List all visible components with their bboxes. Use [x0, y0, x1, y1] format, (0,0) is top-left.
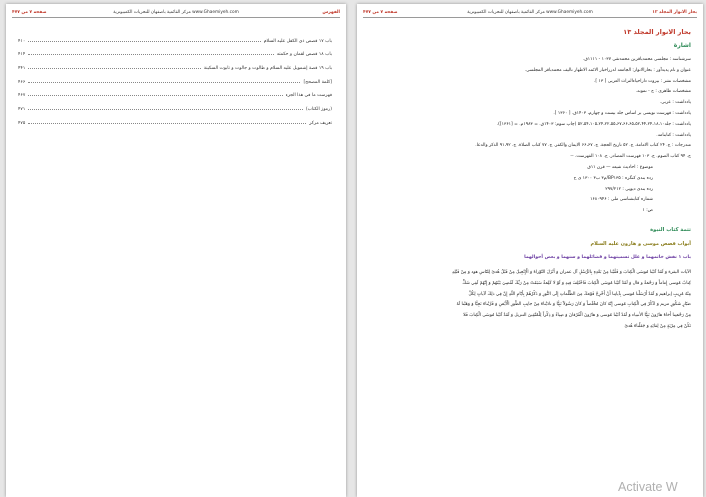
activation-watermark: Activate W [618, 480, 678, 494]
page-content [367, 28, 691, 333]
metadata-line: مندرجات : ج. ۲۴ کتاب الامامة. ج. ۵۲ تاریخ الحجة. ج. ۶۶،۶۷ الایمان والکفر. ج. ۷۷ کتاب الصلاة. ج. ۹۱،۹۲ الذکر والدعا. [475, 143, 691, 149]
toc-item-page: ۴۷۱ [18, 107, 26, 113]
metadata-line: رده بندی کنگره : BP۱۳۵/م۳ ب۳ ۱۳۰۰ ی ح [573, 175, 653, 181]
section-heading: اشارة [673, 42, 691, 49]
site-name: مركز القائمية باصفهان للتحريات الكمبيوترية www.Ghaemiyeh.com [113, 10, 239, 15]
metadata-line: ص: ۱ [642, 208, 653, 214]
toc-item-page: ۴۱۴ [18, 52, 26, 58]
body-text-line: صَبّارٍ شَكُورٍ مريم وَ اذْكُرْ فِي الْكِتابِ مُوسى إِنَّهُ كانَ مُخْلَصاً وَ كانَ رَسُولاً نَبِيًّا وَ نادَيْناهُ مِنْ جانِبِ الطُّورِ الْأَيْمَنِ وَ قَرَّبْناهُ نَجِيًّا وَ وَهَبْنا لَهُ [456, 302, 691, 308]
metadata-line: شماره کتابشناسی ملی : ۱۶۸۰۹۴۶ [590, 197, 653, 203]
header-title: الفهرس [322, 10, 340, 15]
body-text-line: كِتابُ مُوسى إِماماً وَ رَحْمَةً و قال وَ لَقَدْ آتَيْنا مُوسَى الْكِتابَ فَاخْتُلِفَ فِيهِ وَ لَوْ لا كَلِمَةٌ سَبَقَتْ مِنْ رَبِّكَ لَقُضِيَ بَيْنَهُمْ وَ إِنَّهُمْ لَفِي شَكٍّ [462, 280, 691, 286]
toc-leader-dots [28, 68, 201, 69]
metadata-line: یادداشت : جلد۵۲،۵۴،۱۰۵،۲۴،۲۲،۵۵،۶۷،۶۶،۶۵،۵۲،۴۴،۲۴،۱۸،۱۰ (چاپ سوم: ۱۴۰۳ق. = ۱۹۸۳م. = [۱۳۶۱]). [496, 121, 691, 127]
toc-item[interactable] [18, 85, 332, 99]
toc-leader-dots [28, 54, 274, 55]
page-indicator: صفحه ۷ من ۴۷۷ [363, 10, 398, 15]
toc-item-title: [كلمة المصحح] [303, 79, 332, 85]
page-header [363, 8, 697, 18]
toc-item-page: ۴۱۰ [18, 38, 26, 44]
toc-item[interactable] [18, 112, 332, 126]
chapter-heading: تتمة كتاب النبوة [650, 226, 691, 233]
toc-leader-dots [28, 82, 300, 83]
toc-item[interactable] [18, 98, 332, 112]
toc-leader-dots [28, 41, 261, 42]
metadata-line: رده بندی دیویی : ۲۹۷/۲۱۲ [605, 186, 653, 192]
page-header [12, 8, 340, 18]
body-text-line: تَكُنْ فِي مِرْيَةٍ مِنْ لِقائِهِ وَ جَعَلْناهُ هُدىً [624, 323, 691, 329]
toc-item-page: ۴۴۱ [18, 66, 26, 72]
toc-item-title: فهرست ما في هذا الجزء [285, 93, 332, 99]
metadata-line: سرشناسه : مجلسی محمدباقربن محمدتقی ۱۰۳۷ - ۱۱۱۱ق. [582, 57, 691, 62]
metadata-line: یادداشت : فهرست نویسی بر اساس جلد بیست و چهارم، ۱۴۰۳ق. [ ۱۳۶۰ ]. [553, 110, 691, 116]
toc-item[interactable] [18, 30, 332, 44]
toc-leader-dots [28, 109, 303, 110]
toc-item-page: ۴۶۶ [18, 79, 26, 85]
left-page [6, 4, 346, 497]
metadata-line: یادداشت : عربی. [659, 100, 691, 106]
toc-item-title: باب ۱۹ قصة إشمويل عليه السلام و طالوت و جالوت و تابوت السكينة [203, 66, 332, 72]
metadata-line: یادداشت : کتابنامه. [656, 132, 691, 138]
toc-item-title: (رموز الكتاب) [305, 107, 332, 113]
site-name: مركز القائمية باصفهان للتحريات الكمبيوترية www.Ghaemiyeh.com [467, 10, 593, 15]
toc-item[interactable] [18, 44, 332, 58]
subchapter-heading: أبواب قصص موسى و هارون عليه السلام [590, 240, 691, 247]
metadata-line: مشخصات نشر : بیروت داراحیاءالتراث العربی [ ۱۳ ]. [594, 78, 691, 84]
metadata-line: ج. ۹۴ کتاب الصوم. ج. ۱۰۳ فهرست المصادر. ج. ۱۰۸ الفهرست. -- [570, 154, 691, 160]
toc-item-title: تعريف مركز [309, 120, 332, 126]
body-text-line: مِنْهُ مُرِيبٍ إبراهيم وَ لَقَدْ أَرْسَلْنا مُوسى بِآياتِنا أَنْ أَخْرِجْ قَوْمَكَ مِنَ الظُّلُماتِ إِلَى النُّورِ وَ ذَكِّرْهُمْ بِأَيّامِ اللّهِ إِنَّ فِي ذلِكَ لَآياتٍ لِكُلِّ [468, 291, 691, 297]
toc-item-title: باب ۱۸ قصص لقمان و حكمته [276, 52, 332, 58]
right-page [357, 4, 703, 497]
book-title: بحار الانوار المجلد ۱۳ [623, 28, 691, 36]
toc-item-page: ۴۷۵ [18, 120, 26, 126]
toc-item[interactable] [18, 71, 332, 85]
toc-item[interactable] [18, 57, 332, 71]
bab-heading: باب ۱ نقش خاتمهما و علل تسميتهما و فضائلهما و سنهما و بعض أحوالهما [524, 254, 691, 260]
body-text-line: مِنْ رَحْمَتِنا أَخاهُ هارُونَ نَبِيًّا الأنبياء وَ لَقَدْ آتَيْنا مُوسى وَ هارُونَ الْفُرْقانَ وَ ضِياءً وَ ذِكْراً لِلْمُتَّقِينَ التنزيل وَ لَقَدْ آتَيْنا مُوسَى الْكِتابَ فَلا [463, 313, 691, 319]
toc-item-page: ۴۶۷ [18, 93, 26, 99]
toc-leader-dots [28, 123, 306, 124]
toc-leader-dots [28, 95, 282, 96]
metadata-line: موضوع : احادیث شیعه — قرن ۱۱ق [587, 164, 653, 170]
body-text-line: الآيات البقرة وَ لَقَدْ آتَيْنا مُوسَى الْكِتابَ وَ قَفَّيْنا مِنْ بَعْدِهِ بِالرُّسُلِ آل عمران وَ أَنْزَلَ التَّوْراةَ وَ الْإِنْجِيلَ مِنْ قَبْلُ هُدىً لِلنّاسِ هود وَ مِنْ قَبْلِهِ [452, 269, 691, 275]
toc-item-title: باب ۱۷ قصص ذي الكفل عليه السلام [263, 38, 332, 44]
metadata-line: مشخصات ظاهری : ج - نمونه. [635, 89, 691, 95]
metadata-line: عنوان و نام پدیدآور : بحارالانوار: الجامعه لدرراخبار الائمه الاطهار تالیف محمدباقر المجلسی. [524, 67, 691, 73]
header-title: بحار الانوار المجلد ۱۳ [652, 10, 697, 15]
page-indicator: صفحه ۷ من ۴۷۷ [12, 10, 47, 15]
table-of-contents [18, 30, 332, 126]
